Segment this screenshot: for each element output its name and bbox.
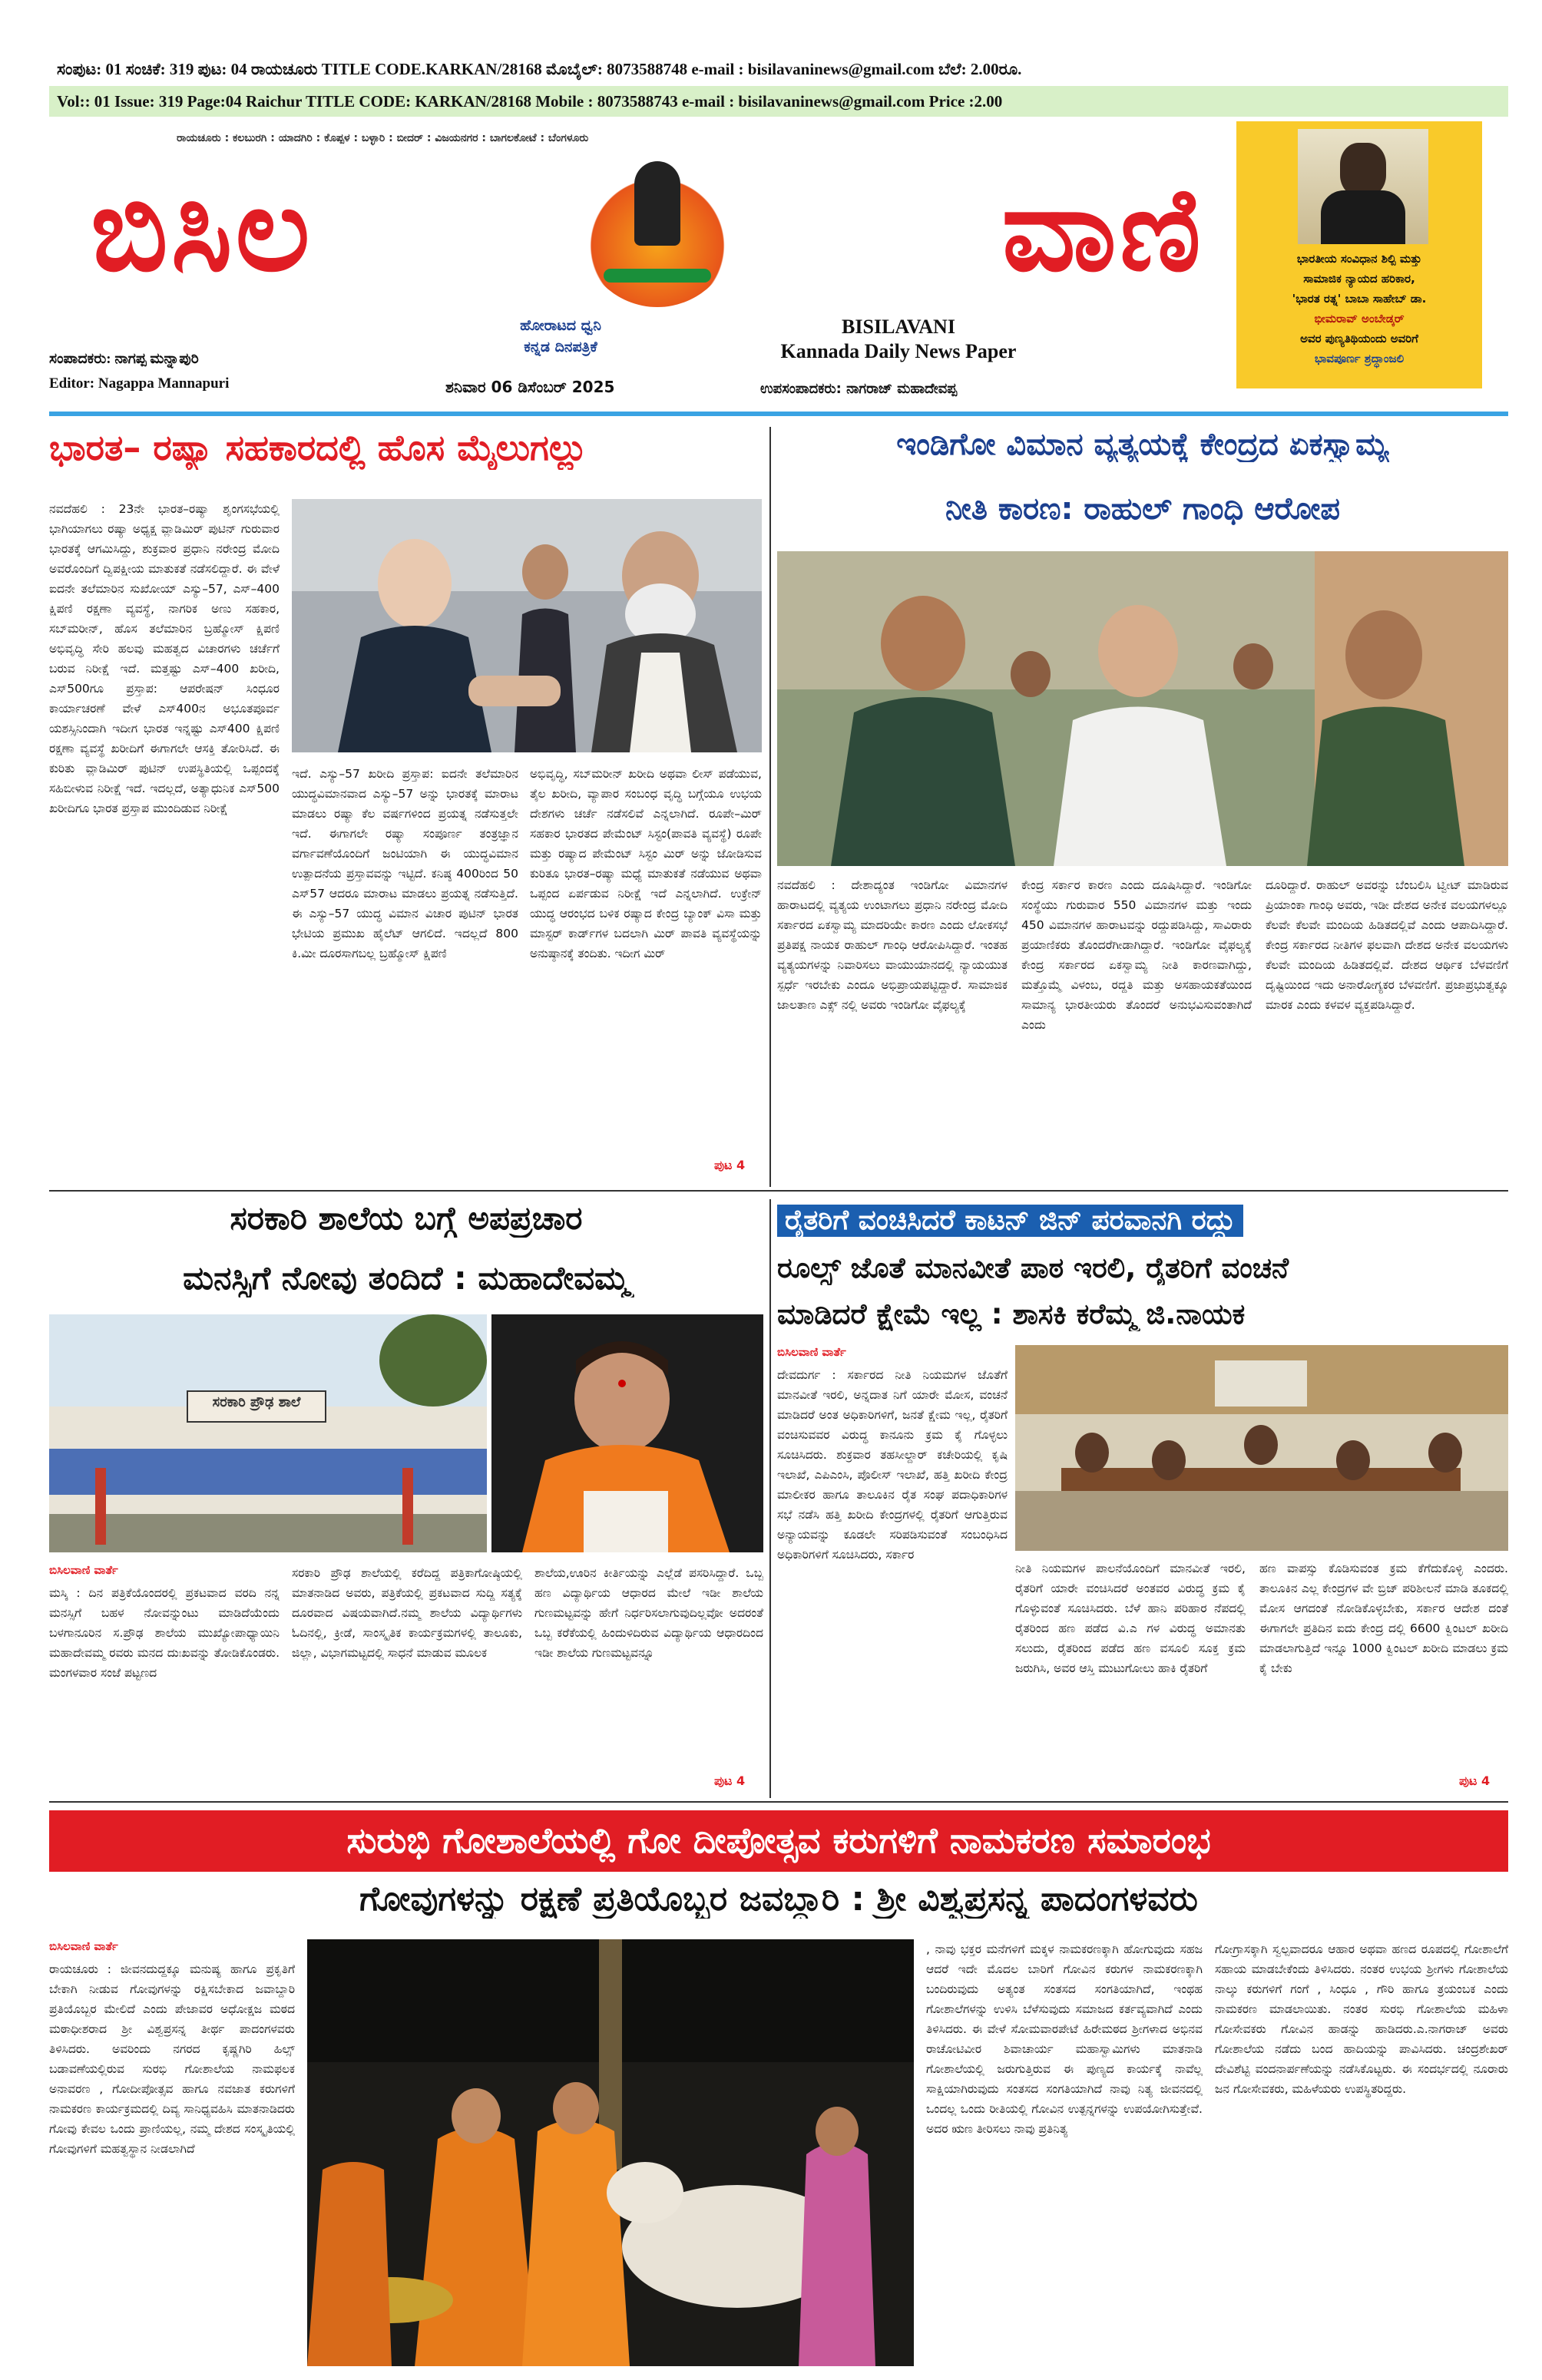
story4-headline-line1: ರೈತರಿಗೆ ವಂಚಿಸಿದರೆ ಕಾಟನ್ ಜಿನ್ ಪರವಾನಗಿ ರದ್ದು bbox=[777, 1205, 1243, 1237]
story2-column2: ಕೇಂದ್ರ ಸರ್ಕಾರ ಕಾರಣ ಎಂದು ದೂಷಿಸಿದ್ದಾರೆ. ಇಂಡಿಗೋ ಸಂಸ್ಥೆಯು ಗುರುವಾರ 550 ವಿಮಾನಗಳ ಮತ್ತು ಇಂದು 450 ವಿಮಾನಗಳ ಹಾರಾಟವನ್ನು ರದ್ದುಪಡಿಸಿದ್ದು, ಸಾವಿರಾರು ಪ್ರಯಾಣಿಕರು ತೊಂದರೆಗೀಡಾಗಿದ್ದಾರೆ. ಇಂಡಿಗೋ ವೈಫಲ್ಯಕ್ಕೆ ಕೇಂದ್ರ ಸರ್ಕಾರದ ಏಕಸ್ವಾಮ್ಯ ನೀತಿ ಕಾರಣವಾಗಿದ್ದು, ಮತ್ತೊಮ್ಮೆ ವಿಳಂಬ, ರದ್ದತಿ ಮತ್ತು ಅಸಹಾಯಕತೆಯಿಂದ ಸಾಮಾನ್ಯ ಭಾರತೀಯರು ತೊಂದರೆ ಅನುಭವಿಸುವಂತಾಗಿದೆ ಎಂದು bbox=[1021, 878, 1252, 1032]
story4-column1: ದೇವದುರ್ಗ : ಸರ್ಕಾರದ ನೀತಿ ನಿಯಮಗಳ ಜೊತೆಗೆ ಮಾನವೀತೆ ಇರಲಿ, ಅನ್ನದಾತ ನಿಗೆ ಯಾರೇ ಮೋಸ, ವಂಚನೆ ಮಾಡಿದರೆ ಅಂತ ಅಧಿಕಾರಿಗಳಿಗೆ, ಜನತೆ ಕ್ಷೇಮ ಇಲ್ಲ, ರೈತರಿಗೆ ವಂಚಿಸುವವರ ವಿರುದ್ಧ ಕಾನೂನು ಕ್ರಮ ಕೈ ಗೊಳ್ಳಲು ಸೂಚಿಸಿದರು. ಶುಕ್ರವಾರ ತಹಸೀಲ್ದಾರ್ ಕಚೇರಿಯಲ್ಲಿ ಕೃಷಿ ಇಲಾಖೆ, ಎಪಿಎಂಸಿ, ಪೊಲೀಸ್ ಇಲಾಖೆ, ಹತ್ತಿ ಖರೀದಿ ಕೇಂದ್ರ ಮಾಲೀಕರ ಹಾಗೂ ತಾಲೂಕಿನ ರೈತ ಸಂಘ ಪದಾಧಿಕಾರಿಗಳ ಸಭೆ ನಡೆಸಿ ಹತ್ತಿ ಖರೀದಿ ಕೇಂದ್ರಗಳಲ್ಲಿ ರೈತರಿಗೆ ಆಗುತ್ತಿರುವ ಅನ್ಯಾಯವನ್ನು ಕೂಡಲೇ ಸರಿಪಡಿಸುವಂತೆ ಸಂಬಂಧಿಸಿದ ಅಧಿಕಾರಿಗಳಿಗೆ ಸೂಚಿಸಿದರು, ಸರ್ಕಾರ bbox=[777, 1368, 1008, 1562]
story3-column1: ಮಸ್ಕಿ : ದಿನ ಪತ್ರಿಕೆಯೊಂದರಲ್ಲಿ ಪ್ರಕಟವಾದ ವರದಿ ನನ್ನ ಮನಸ್ಸಿಗೆ ಬಹಳ ನೋವನ್ನುಂಟು ಮಾಡಿದೆಯೆಂದು ಬಳಗಾನೂರಿನ ಸ.ಪ್ರೌಢ ಶಾಲೆಯ ಮುಖ್ಯೋಪಾಧ್ಯಾಯಿನಿ ಮಹಾದೇವಮ್ಮ ರವರು ಮನದ ದುಃಖವನ್ನು ತೋಡಿಕೊಂಡರು. ಮಂಗಳವಾರ ಸಂಜೆ ಪಟ್ಟಣದ bbox=[49, 1586, 280, 1680]
story4-continued-label: ಪುಟ 4 bbox=[1459, 1773, 1491, 1788]
editor-english: Editor: Nagappa Mannapuri bbox=[49, 375, 230, 392]
story3-headline-line1: ಸರಕಾರಿ ಶಾಲೆಯ ಬಗ್ಗೆ ಅಪಪ್ರಚಾರ bbox=[230, 1199, 583, 1237]
edition-cities: ರಾಯಚೂರು : ಕಲಬುರಗಿ : ಯಾದಗಿರಿ : ಕೊಪ್ಪಳ : ಬಳ್ಳಾರಿ : ಬೀದರ್ : ವಿಜಯನಗರ : ಬಾಗಲಕೋಟೆ : ಬೆಂಗಳೂರು bbox=[177, 132, 589, 144]
tribute-line6: ಭಾವಪೂರ್ಣ ಶ್ರದ್ಧಾಂಜಲಿ bbox=[1314, 352, 1405, 365]
english-name-sub: Kannada Daily News Paper bbox=[780, 340, 1017, 362]
tagline-line1: ಹೋರಾಟದ ಧ್ವನಿ bbox=[520, 317, 601, 334]
story5-byline: ಬಿಸಿಲವಾಣಿ ವಾರ್ತೆ bbox=[49, 1939, 118, 1953]
masthead-info-strip-english: Vol:: 01 Issue: 319 Page:04 Raichur TITLE CODE: KARKAN/28168 Mobile : 8073588743 e-mail : bisilavaninews@gmail.com Price :2.00 bbox=[49, 86, 1508, 117]
story4-column2: ನೀತಿ ನಿಯಮಗಳ ಪಾಲನೆಯೊಂದಿಗೆ ಮಾನವೀತೆ ಇರಲಿ, ರೈತರಿಗೆ ಯಾರೇ ವಂಚಿಸಿದರೆ ಅಂತವರ ವಿರುದ್ಧ ಕ್ರಮ ಕೈ ಗೊಳ್ಳುವಂತೆ ಸೂಚಿಸಿದರು. ಬೆಳೆ ಹಾನಿ ಪರಿಹಾರ ನೆಪದಲ್ಲಿ ರೈತರಿಂದ ಹಣ ಪಡೆದ ವಿ.ಎ ಗಳ ವಿರುದ್ಧ ಅಮಾನತು ಸಲುದು, ರೈತರಿಂದ ಪಡೆದ ಹಣ ವಸೂಲಿ ಸೂಕ್ತ ಕ್ರಮ ಜರುಗಿಸಿ, ಅವರ ಆಸ್ತಿ ಮುಟುಗೋಲು ಹಾಕಿ ರೈತರಿಗೆ bbox=[1015, 1562, 1246, 1675]
masthead-rule bbox=[49, 412, 1508, 416]
story3-continued-label: ಪುಟ 4 bbox=[714, 1773, 746, 1788]
story1-headline: ಭಾರತ– ರಷ್ಯಾ ಸಹಕಾರದಲ್ಲಿ ಹೊಸ ಮೈಲುಗಲ್ಲು bbox=[49, 427, 587, 468]
school-sign: ಸರಕಾರಿ ಪ್ರೌಢ ಶಾಲೆ bbox=[212, 1394, 301, 1410]
story1-column2: ಇದೆ. ಎಸ್ಯು–57 ಖರೀದಿ ಪ್ರಸ್ತಾಪ: ಐದನೇ ತಲೆಮಾರಿನ ಯುದ್ಧವಿಮಾನವಾದ ಎಸ್ಯು–57 ಅನ್ನು ಭಾರತಕ್ಕೆ ಮಾರಾಟ ಮಾಡಲು ರಷ್ಯಾ ಕೆಲ ವರ್ಷಗಳಿಂದ ಪ್ರಯತ್ನ ನಡೆಸುತ್ತಲೇ ಇದೆ. ಈಗಾಗಲೇ ರಷ್ಯಾ ಸಂಪೂರ್ಣ ತಂತ್ರಜ್ಞಾನ ವರ್ಗಾವಣೆಯೊಂದಿಗೆ ಜಂಟಿಯಾಗಿ ಈ ಯುದ್ಧವಿಮಾನ ಉತ್ಪಾದನೆಯ ಪ್ರಸ್ತಾವವನ್ನು ಇಟ್ಟಿದೆ. ಕನಿಷ್ಠ 400ರಿಂದ 50 ಎಸ್57 ಆದರೂ ಮಾರಾಟ ಮಾಡಲು ಪ್ರಯತ್ನ ನಡೆಸುತ್ತಿದೆ. ಈ ಎಸ್ಯು–57 ಯುದ್ಧ ವಿಮಾನ ವಿಚಾರ ಪುಟಿನ್ ಭಾರತ ಭೇಟಿಯ ಪ್ರಮುಖ ಹೈಲೆಟ್ ಆಗಲಿದೆ. ಇದಲ್ಲದೆ 800 ಕಿ.ಮೀ ದೂರಸಾಗಬಲ್ಲ ಬ್ರಹ್ಮೋಸ್ ಕ್ಷಿಪಣಿ bbox=[292, 767, 518, 960]
story1-column3: ಅಭಿವೃದ್ಧಿ, ಸಬ್‌ಮರೀನ್ ಖರೀದಿ ಅಥವಾ ಲೀಸ್ ಪಡೆಯುವ, ತೈಲ ಖರೀದಿ, ವ್ಯಾಪಾರ ಸಂಬಂಧ ವೃದ್ಧಿ ಬಗ್ಗೆಯೂ ಉಭಯ ದೇಶಗಳು ಚರ್ಚೆ ನಡೆಸಲಿವೆ ಎನ್ನಲಾಗಿದೆ. ರೂಪೇ–ಮಿರ್ ಸಹಕಾರ ಭಾರತದ ಪೇಮೆಂಟ್ ಸಿಸ್ಟಂ(ಪಾವತಿ ವ್ಯವಸ್ಥೆ) ರೂಪೇ ಮತ್ತು ರಷ್ಯಾದ ಪೇಮೆಂಟ್ ಸಿಸ್ಟಂ ಮಿರ್ ಅನ್ನು ಜೋಡಿಸುವ ಕುರಿತೂ ಭಾರತ–ರಷ್ಯಾ ಮಧ್ಯೆ ಮಾತುಕತೆ ನಡೆಯುವ ಅಥವಾ ಒಪ್ಪಂದ ಏರ್ಪಡುವ ನಿರೀಕ್ಷೆ ಇದೆ ಎನ್ನಲಾಗಿದೆ. ಉಕ್ರೇನ್ ಯುದ್ಧ ಆರಂಭದ ಬಳಿಕ ರಷ್ಯಾದ ಕೇಂದ್ರ ಬ್ಯಾಂಕ್ ವಿಸಾ ಮತ್ತು ಮಾಸ್ಟರ್ ಕಾರ್ಡ್‌ಗಳ ಬದಲಾಗಿ ಮಿರ್ ಪಾವತಿ ವ್ಯವಸ್ಥೆಯನ್ನು ಅನುಷ್ಠಾನಕ್ಕೆ ತಂದಿತು. ಇದೀಗ ಮಿರ್ bbox=[530, 767, 762, 960]
story3-byline: ಬಿಸಿಲವಾಣಿ ವಾರ್ತೆ bbox=[49, 1563, 118, 1577]
story4-kicker bbox=[777, 1199, 1491, 1242]
story1-column1: ನವದೆಹಲಿ : 23ನೇ ಭಾರತ–ರಷ್ಯಾ ಶೃಂಗಸಭೆಯಲ್ಲಿ ಭಾಗಿಯಾಗಲು ರಷ್ಯಾ ಅಧ್ಯಕ್ಷ ವ್ಲಾಡಿಮಿರ್ ಪುಟಿನ್ ಗುರುವಾರ ಭಾರತಕ್ಕೆ ಆಗಮಿಸಿದ್ದು, ಶುಕ್ರವಾರ ಪ್ರಧಾನಿ ನರೇಂದ್ರ ಮೋದಿ ಅವರೊಂದಿಗೆ ದ್ವಿಪಕ್ಷೀಯ ಮಾತುಕತೆ ನಡೆಸಲಿದ್ದಾರೆ. ಈ ವೇಳೆ ಐದನೇ ತಲೆಮಾರಿನ ಸುಖೋಯ್ ಎಸ್ಯು–57, ಎಸ್–400 ಕ್ಷಿಪಣಿ ರಕ್ಷಣಾ ವ್ಯವಸ್ಥೆ, ನಾಗರಿಕ ಅಣು ಸಹಕಾರ, ಸಬ್‌ಮರೀನ್, ಹೊಸ ತಲೆಮಾರಿನ ಬ್ರಹ್ಮೋಸ್ ಕ್ಷಿಪಣಿ ಅಭಿವೃದ್ಧಿ ಸೇರಿ ಹಲವು ಮಹತ್ವದ ವಿಚಾರಗಳು ಚರ್ಚೆಗೆ ಬರುವ ನಿರೀಕ್ಷೆ ಇದೆ. ಮತ್ತಷ್ಟು ಎಸ್–400 ಖರೀದಿ, ಎಸ್500ಗೂ ಪ್ರಸ್ತಾಪ: ಆಪರೇಷನ್ ಸಿಂಧೂರ ಕಾರ್ಯಾಚರಣೆ ವೇಳೆ ಎಸ್400ನ ಅಭೂತಪೂರ್ವ ಯಶಸ್ಸಿನಿಂದಾಗಿ ಇದೀಗ ಭಾರತ ಇನ್ನಷ್ಟು ಎಸ್400 ಕ್ಷಿಪಣಿ ರಕ್ಷಣಾ ವ್ಯವಸ್ಥೆ ಖರೀದಿಗೆ ಈಗಾಗಲೇ ಆಸಕ್ತಿ ತೋರಿಸಿದೆ. ಈ ಕುರಿತು ವ್ಲಾಡಿಮಿರ್ ಪುಟಿನ್ ಉಪಸ್ಥಿತಿಯಲ್ಲಿ ಒಪ್ಪಂದಕ್ಕೆ ಸಹಿಬೀಳುವ ನಿರೀಕ್ಷೆ ಇದೆ. ಇದಲ್ಲದೆ, ಅತ್ಯಾಧುನಿಕ ಎಸ್500 ಖರೀದಿಗೂ ಭಾರತ ಪ್ರಸ್ತಾಪ ಮುಂದಿಡುವ ನಿರೀಕ್ಷೆ bbox=[49, 502, 280, 815]
story4-column3: ಹಣ ವಾಪಸ್ಸು ಕೊಡಿಸುವಂತ ಕ್ರಮ ಕೆಗೆದುಕೊಳ್ಳಿ ಎಂದರು. ತಾಲೂಕಿನ ಎಲ್ಲ ಕೇಂದ್ರಗಳ ವೇ ಬ್ರಿಜ್ ಪರಿಶೀಲನೆ ಮಾಡಿ ತೂಕದಲ್ಲಿ ಮೋಸ ಆಗದಂತೆ ನೋಡಿಕೊಳ್ಳಬೇಕು, ಸರ್ಕಾರ ಆದೇಶ ದಂತೆ ಈಗಾಗಲೇ ಪ್ರತಿದಿನ ಐದು ಕೇಂದ್ರ ದಲ್ಲಿ 6600 ಕ್ವಿಂಟಲ್ ಖರೀದಿ ಮಾಡಲಾಗುತ್ತಿದೆ ಇನ್ನೂ 1000 ಕ್ವಿಂಟಲ್ ಖರೀದಿ ಮಾಡಲು ಕ್ರಮ ಕೈ ಬೇಕು bbox=[1259, 1562, 1508, 1675]
editor-kannada: ಸಂಪಾದಕರು: ನಾಗಪ್ಪ ಮನ್ನಾಪುರಿ bbox=[49, 351, 199, 367]
issue-date: ಶನಿವಾರ 06 ಡಿಸೆಂಬರ್ 2025 bbox=[445, 378, 615, 396]
tribute-line2: ಸಾಮಾಜಿಕ ನ್ಯಾಯದ ಹರಿಕಾರ, bbox=[1303, 272, 1415, 286]
rahul-gandhi-photo bbox=[777, 551, 1508, 866]
editor-credit bbox=[49, 347, 229, 396]
meeting-hall-photo bbox=[1015, 1345, 1508, 1551]
fist-pen-logo-icon bbox=[581, 154, 734, 307]
school-building-photo bbox=[49, 1314, 487, 1552]
story2-headline-line1: ಇಂಡಿಗೋ ವಿಮಾನ ವ್ಯತ್ಯಯಕ್ಕೆ ಕೇಂದ್ರದ ಏಕಸ್ವಾಮ್ಯ bbox=[896, 427, 1389, 462]
sub-editor-credit: ಉಪಸಂಪಾದಕರು: ನಾಗರಾಜ್ ಮಹಾದೇವಪ್ಪ bbox=[760, 381, 958, 397]
tribute-line3: 'ಭಾರತ ರತ್ನ' ಬಾಬಾ ಸಾಹೇಬ್ ಡಾ. bbox=[1292, 292, 1427, 306]
story1-continued-label: ಪುಟ 4 bbox=[714, 1158, 746, 1172]
goshala-ceremony-photo bbox=[307, 1939, 914, 2366]
english-name bbox=[760, 315, 1037, 364]
nameplate-right: ವಾಣಿ bbox=[1001, 164, 1204, 297]
story2-column3: ದೂರಿದ್ದಾರೆ. ರಾಹುಲ್ ಅವರನ್ನು ಬೆಂಬಲಿಸಿ ಟ್ವೀಟ್ ಮಾಡಿರುವ ಪ್ರಿಯಾಂಕಾ ಗಾಂಧಿ ಅವರು, ಇಡೀ ದೇಶದ ಅನೇಕ ವಲಯಗಳಲ್ಲೂ ಕೆಲವೇ ಕೆಲವೇ ಮಂದಿಯ ಹಿಡಿತದಲ್ಲಿವೆ ಎಂದು ಆಪಾದಿಸಿದ್ದಾರೆ. ಕೇಂದ್ರ ಸರ್ಕಾರದ ನೀತಿಗಳ ಫಲವಾಗಿ ದೇಶದ ಅನೇಕ ವಲಯಗಳು ಕೆಲವೇ ಮಂದಿಯ ಹಿಡಿತದಲ್ಲಿವೆ. ದೇಶದ ಆರ್ಥಿಕ ಬೆಳವಣಿಗೆ ದೃಷ್ಟಿಯಿಂದ ಇದು ಅನಾರೋಗ್ಯಕರ ಬೆಳವಣಿಗೆ. ಪ್ರಜಾಪ್ರಭುತ್ವಕ್ಕೂ ಮಾರಕ ಎಂದು ಕಳವಳ ವ್ಯಕ್ತಪಡಿಸಿದ್ದಾರೆ. bbox=[1266, 878, 1508, 1012]
nameplate-left: ಬಿಸಿಲ bbox=[91, 164, 313, 297]
story4-byline: ಬಿಸಿಲವಾಣಿ ವಾರ್ತೆ bbox=[777, 1345, 846, 1359]
story5-headline: ಗೋವುಗಳನ್ನು ರಕ್ಷಣೆ ಪ್ರತಿಯೊಬ್ಬರ ಜವಬ್ದಾರಿ : ಶ್ರೀ ವಿಶ್ವಪ್ರಸನ್ನ ಪಾದಂಗಳವರು bbox=[359, 1879, 1198, 1919]
story5-banner: ಸುರುಭಿ ಗೋಶಾಲೆಯಲ್ಲಿ ಗೋ ದೀಪೋತ್ಸವ ಕರುಗಳಿಗೆ ನಾಮಕರಣ ಸಮಾರಂಭ bbox=[49, 1810, 1508, 1872]
tagline-line2: ಕನ್ನಡ ದಿನಪತ್ರಿಕೆ bbox=[524, 339, 597, 355]
newspaper-nameplate bbox=[91, 138, 1204, 322]
mahadevamma-photo bbox=[491, 1314, 763, 1552]
story5-column3: ಗೋಗ್ರಾಸಕ್ಕಾಗಿ ಸ್ವಲ್ಪವಾದರೂ ಆಹಾರ ಅಥವಾ ಹಣದ ರೂಪದಲ್ಲಿ ಗೋಶಾಲೆಗೆ ಸಹಾಯ ಮಾಡಬೇಕೆಂದು ತಿಳಿಸಿದರು. ನಂತರ ಉಭಯ ಶ್ರೀಗಳು ಗೋಶಾಲೆಯ ನಾಲ್ಕು ಕರುಗಳಿಗೆ ಗಂಗೆ , ಸಿಂಧೂ , ಗೌರಿ ಹಾಗೂ ತ್ರಯಂಬಕ ಎಂದು ನಾಮಕರಣ ಮಾಡಲಾಯಿತು. ನಂತರ ಸುರಭಿ ಗೋಶಾಲೆಯ ಮಹಿಳಾ ಗೋಸೇವಕರು ಗೋವಿನ ಹಾಡನ್ನು ಹಾಡಿದರು.ಎ.ನಾಗರಾಜ್ ಅವರು ಗೋಶಾಲೆಯ ನಡೆದು ಬಂದ ಹಾದಿಯನ್ನು ಪಾವಿಸಿದರು. ಚಂದ್ರಶೇಖರ್ ದೇವಿಶೆಟ್ಟಿ ವಂದನಾರ್ಪಣೆಯನ್ನು ನಡೆಸಿಕೊಟ್ಟರು. ಈ ಸಂದರ್ಭದಲ್ಲಿ ನೂರಾರು ಜನ ಗೋಸೇವಕರು, ಮಹಿಳೆಯರು ಉಪಸ್ಥಿತರಿದ್ದರು. bbox=[1215, 1942, 1508, 2096]
ambedkar-portrait-icon bbox=[1298, 129, 1428, 244]
section-divider bbox=[49, 1801, 1508, 1803]
story4-headline-line3: ಮಾಡಿದರೆ ಕ್ಷೇಮೆ ಇಲ್ಲ : ಶಾಸಕಿ ಕರೆಮ್ಮ ಜಿ.ನಾಯಕ bbox=[777, 1297, 1246, 1330]
story5-column1: ರಾಯಚೂರು : ಜೀವನದುದ್ದಕ್ಕೂ ಮನುಷ್ಯ ಹಾಗೂ ಪ್ರಕೃತಿಗೆ ಬೇಕಾಗಿ ನೀಡುವ ಗೋವುಗಳನ್ನು ರಕ್ಷಿಸಬೇಕಾದ ಜವಾಬ್ದಾರಿ ಪ್ರತಿಯೊಬ್ಬರ ಮೇಲಿದೆ ಎಂದು ಪೇಜಾವರ ಅಧೋಕ್ಷಜ ಮಠದ ಮಠಾಧೀಶರಾದ ಶ್ರೀ ವಿಶ್ವಪ್ರಸನ್ನ ತೀರ್ಥ ಪಾದಂಗಳವರು ತಿಳಿಸಿದರು. ಅವರಿಂದು ನಗರದ ಕೃಷ್ಣಗಿರಿ ಹಿಲ್ಸ್ ಬಡಾವಣೆಯಲ್ಲಿರುವ ಸುರಭಿ ಗೋಶಾಲೆಯ ನಾಮಫಲಕ ಅನಾವರಣ , ಗೋದೀಪೋತ್ಸವ ಹಾಗೂ ನವಜಾತ ಕರುಗಳಿಗೆ ನಾಮಕರಣ ಕಾರ್ಯಕ್ರಮದಲ್ಲಿ ದಿವ್ಯ ಸಾನಿಧ್ಯವಹಿಸಿ ಮಾತನಾಡಿದರು ಗೋವು ಕೇವಲ ಒಂದು ಪ್ರಾಣಿಯಲ್ಲ, ನಮ್ಮ ದೇಶದ ಸಂಸ್ಕೃತಿಯಲ್ಲಿ ಗೋವುಗಳಿಗೆ ಮಹತ್ವಸ್ಥಾನ ನೀಡಲಾಗಿದೆ bbox=[49, 1962, 295, 2156]
section-divider bbox=[49, 1190, 1508, 1192]
column-divider bbox=[769, 1199, 771, 1798]
masthead-info-strip-kannada: ಸಂಪುಟ: 01 ಸಂಚಿಕೆ: 319 ಪುಟ: 04 ರಾಯಚೂರು TITLE CODE.KARKAN/28168 ಮೊಬೈಲ್: 8073588748 e-mail : bisilavaninews@gmail.com ಬೆಲೆ: 2.00ರೂ. bbox=[49, 54, 1508, 84]
story2-column1: ನವದೆಹಲಿ : ದೇಶಾದ್ಯಂತ ಇಂಡಿಗೋ ವಿಮಾನಗಳ ಹಾರಾಟದಲ್ಲಿ ವ್ಯತ್ಯಯ ಉಂಟಾಗಲು ಪ್ರಧಾನಿ ನರೇಂದ್ರ ಮೋದಿ ಸರ್ಕಾರದ ಏಕಸ್ವಾಮ್ಯ ಮಾದರಿಯೇ ಕಾರಣ ಎಂದು ಲೋಕಸಭೆ ಪ್ರತಿಪಕ್ಷ ನಾಯಕ ರಾಹುಲ್ ಗಾಂಧಿ ಆರೋಪಿಸಿದ್ದಾರೆ. ಇಂತಹ ವ್ಯತ್ಯಯಗಳನ್ನು ನಿವಾರಿಸಲು ವಾಯುಯಾನದಲ್ಲಿ ನ್ಯಾಯಯುತ ಸ್ಪರ್ಧೆ ಇರಬೇಕು ಎಂದೂ ಅಭಿಪ್ರಾಯಪಟ್ಟಿದ್ದಾರೆ. ಸಾಮಾಜಿಕ ಜಾಲತಾಣ ಎಕ್ಸ್ ನಲ್ಲಿ ಅವರು ಇಂಡಿಗೋ ವೈಫಲ್ಯಕ್ಕೆ bbox=[777, 878, 1008, 1012]
story3-column2: ಸರಕಾರಿ ಪ್ರೌಢ ಶಾಲೆಯಲ್ಲಿ ಕರೆದಿದ್ದ ಪತ್ರಿಕಾಗೋಷ್ಠಿಯಲ್ಲಿ ಮಾತನಾಡಿದ ಅವರು, ಪತ್ರಿಕೆಯಲ್ಲಿ ಪ್ರಕಟವಾದ ಸುದ್ದಿ ಸತ್ಯಕ್ಕೆ ದೂರವಾದ ವಿಷಯವಾಗಿದೆ.ನಮ್ಮ ಶಾಲೆಯ ವಿದ್ಯಾರ್ಥಿಗಳು ಓದಿನಲ್ಲಿ, ಕ್ರೀಡೆ, ಸಾಂಸ್ಕೃತಿಕ ಕಾರ್ಯಕ್ರಮಗಳಲ್ಲಿ ತಾಲೂಕು, ಜಿಲ್ಲಾ, ವಿಭಾಗಮಟ್ಟದಲ್ಲಿ ಸಾಧನೆ ಮಾಡುವ ಮೂಲಕ bbox=[292, 1566, 522, 1660]
story3-column3: ಶಾಲೆಯ,ಊರಿನ ಕೀರ್ತಿಯನ್ನು ಎಲ್ಲೆಡೆ ಪಸರಿಸಿದ್ದಾರೆ. ಒಬ್ಬ ಹಣ ವಿದ್ಯಾರ್ಥಿಯ ಆಧಾರದ ಮೇಲೆ ಇಡೀ ಶಾಲೆಯ ಗುಣಮಟ್ಟವನ್ನು ಹೇಗೆ ನಿರ್ಧರಿಸಲಾಗುವುದಿಲ್ಲವೋ ಅದರಂತೆ ಒಬ್ಬ ಕರೆಕೆಯಲ್ಲಿ ಹಿಂದುಳಿದಿರುವ ವಿದ್ಯಾರ್ಥಿಯ ಆಧಾರದಿಂದ ಇಡೀ ಶಾಲೆಯ ಗುಣಮಟ್ಟವನ್ನೂ bbox=[534, 1566, 763, 1660]
story4-headline-line2: ರೂಲ್ಸ್ ಜೊತೆ ಮಾನವೀತೆ ಪಾಠ ಇರಲಿ, ರೈತರಿಗೆ ವಂಚನೆ bbox=[777, 1251, 1289, 1284]
tagline bbox=[445, 315, 676, 358]
putin-modi-photo bbox=[292, 499, 762, 752]
tribute-line4: ಭೀಮರಾವ್ ಅಂಬೇಡ್ಕರ್ bbox=[1314, 312, 1405, 326]
story3-headline-line2: ಮನಸ್ಸಿಗೆ ನೋವು ತಂದಿದೆ : ಮಹಾದೇವಮ್ಮ bbox=[183, 1259, 630, 1297]
tribute-line1: ಭಾರತೀಯ ಸಂವಿಧಾನ ಶಿಲ್ಪಿ ಮತ್ತು bbox=[1296, 252, 1422, 266]
tribute-line5: ಅವರ ಪುಣ್ಯತಿಥಿಯಂದು ಅವರಿಗೆ bbox=[1300, 332, 1418, 345]
column-divider bbox=[769, 427, 771, 1187]
english-name-title: BISILAVANI bbox=[842, 316, 955, 338]
story5-column2: , ನಾವು ಭಕ್ತರ ಮನೆಗಳಿಗೆ ಮಕ್ಕಳ ನಾಮಕರಣಕ್ಕಾಗಿ ಹೋಗುವುದು ಸಹಜ ಆದರೆ ಇದೇ ಮೊದಲ ಬಾರಿಗೆ ಗೋವಿನ ಕರುಗಳ ನಾಮಕರಣಕ್ಕಾಗಿ ಬಂದಿರುವುದು ಅತ್ಯಂತ ಸಂತಸದ ಸಂಗತಿಯಾಗಿದೆ, ಇಂಥಹ ಗೋಶಾಲೆಗಳನ್ನು ಉಳಿಸಿ ಬೆಳೆಸುವುದು ಸಮಾಜದ ಕರ್ತವ್ಯವಾಗಿದೆ ಎಂದು ತಿಳಿಸಿದರು. ಈ ವೇಳೆ ಸೋಮವಾರಪೇಟೆ ಹಿರೇಮಠದ ಶ್ರೀಗಳಾದ ಅಭಿನವ ರಾಚೋಟಿವೀರ ಶಿವಾಚಾರ್ಯ ಮಹಾಸ್ವಾಮಿಗಳು ಮಾತನಾಡಿ ಗೋಶಾಲೆಯಲ್ಲಿ ಜರುಗುತ್ತಿರುವ ಈ ಪುಣ್ಯದ ಕಾರ್ಯಕ್ಕೆ ನಾವೆಲ್ಲ ಸಾಕ್ಷಿಯಾಗಿರುವುದು ಸಂತಸದ ಸಂಗತಿಯಾಗಿದೆ ನಾವು ನಿತ್ಯ ಜೀವನದಲ್ಲಿ ಒಂದಲ್ಲ ಒಂದು ರೀತಿಯಲ್ಲಿ ಗೋವಿನ ಉತ್ಪನ್ನಗಳನ್ನು ಉಪಯೋಗಿಸುತ್ತೇವೆ. ಅದರ ಋಣ ತೀರಿಸಲು ನಾವು ಪ್ರತಿನಿತ್ಯ bbox=[926, 1942, 1203, 2136]
story2-headline-line2: ನೀತಿ ಕಾರಣ: ರಾಹುಲ್ ಗಾಂಧಿ ಆರೋಪ bbox=[945, 491, 1341, 527]
ambedkar-tribute-box bbox=[1236, 121, 1482, 388]
